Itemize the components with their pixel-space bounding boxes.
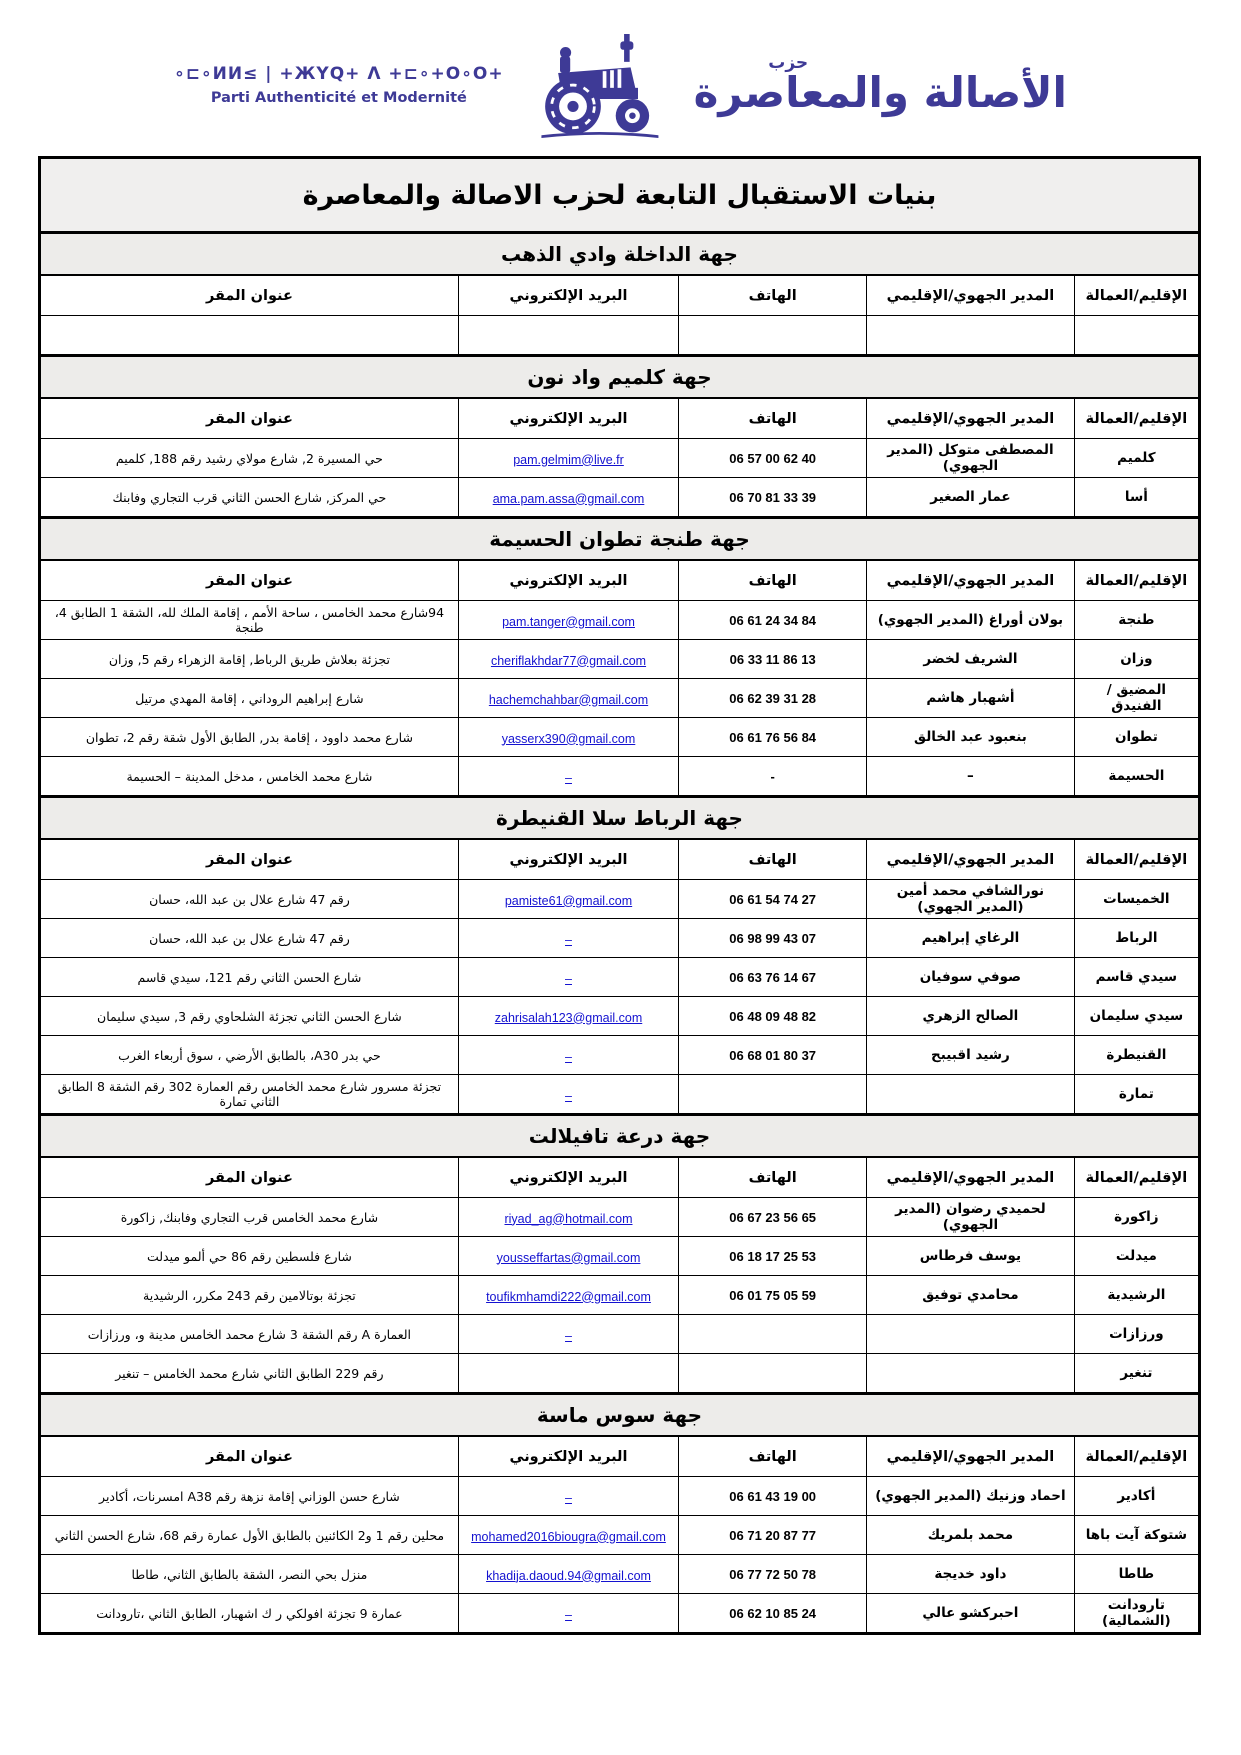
phone-cell: 06 62 39 31 28: [679, 679, 867, 718]
column-header-address: عنوان المقر: [40, 1436, 459, 1477]
table-row: [40, 1555, 1200, 1594]
reception-table: [38, 156, 1201, 1635]
email-link[interactable]: pam.gelmim@live.fr: [513, 452, 624, 467]
address-cell: منزل بحي النصر، الشقة بالطابق الثاني، طاطا: [40, 1555, 459, 1594]
region-header: جهة الرباط سلا القنيطرة: [40, 797, 1200, 840]
table-row: [40, 757, 1200, 797]
email-cell: [458, 1555, 678, 1594]
phone-cell: 06 61 43 19 00: [679, 1477, 867, 1516]
column-header-director: المدير الجهوي/الإقليمي: [867, 398, 1075, 439]
region-band-row: [40, 356, 1200, 399]
email-cell: [458, 679, 678, 718]
director-cell: صوفي سوفيان: [867, 958, 1075, 997]
table-row: [40, 1477, 1200, 1516]
email-cell: [458, 478, 678, 518]
column-header-row: [40, 275, 1200, 316]
address-cell: [40, 316, 459, 356]
director-cell: [867, 1075, 1075, 1115]
column-header-phone: الهاتف: [679, 1157, 867, 1198]
address-cell: شارع محمد الخامس قرب التجاري وفابنك, زاكورة: [40, 1198, 459, 1237]
province-cell: أكادير: [1074, 1477, 1199, 1516]
phone-cell: 06 63 76 14 67: [679, 958, 867, 997]
column-header-phone: الهاتف: [679, 1436, 867, 1477]
province-cell: زاكورة: [1074, 1198, 1199, 1237]
address-cell: شارع إبراهيم الروداني ، إقامة المهدي مرتيل: [40, 679, 459, 718]
address-cell: رقم 229 الطابق الثاني شارع محمد الخامس – تنغير: [40, 1354, 459, 1394]
director-cell: بنعبود عبد الخالق: [867, 718, 1075, 757]
column-header-phone: الهاتف: [679, 275, 867, 316]
phone-cell: 06 98 99 43 07: [679, 919, 867, 958]
phone-cell: 06 33 11 86 13: [679, 640, 867, 679]
address-cell: شارع الحسن الثاني رقم 121، سيدي قاسم: [40, 958, 459, 997]
email-link[interactable]: cheriflakhdar77@gmail.com: [490, 653, 647, 668]
email-link[interactable]: yasserx390@gmail.com: [501, 731, 636, 746]
province-cell: القنيطرة: [1074, 1036, 1199, 1075]
table-row: [40, 1237, 1200, 1276]
director-cell: يوسف فرطاس: [867, 1237, 1075, 1276]
title-row: [40, 158, 1200, 233]
province-cell: تنغير: [1074, 1354, 1199, 1394]
column-header-address: عنوان المقر: [40, 839, 459, 880]
email-link[interactable]: pamiste61@gmail.com: [504, 893, 633, 908]
phone-cell: -: [679, 757, 867, 797]
email-cell: [458, 1354, 678, 1394]
director-cell: بولان أوراغ (المدير الجهوي): [867, 601, 1075, 640]
director-cell: [867, 316, 1075, 356]
email-cell: [458, 958, 678, 997]
address-cell: تجزئة بعلاش طريق الرباط, إقامة الزهراء رقم 5, وزان: [40, 640, 459, 679]
email-link[interactable]: khadija.daoud.94@gmail.com: [486, 1568, 651, 1583]
phone-cell: [679, 1315, 867, 1354]
province-cell: طاطا: [1074, 1555, 1199, 1594]
province-cell: [1074, 316, 1199, 356]
email-link[interactable]: ama.pam.assa@gmail.com: [492, 491, 645, 506]
province-cell: طنجة: [1074, 601, 1199, 640]
phone-cell: 06 01 75 05 59: [679, 1276, 867, 1315]
column-header-province: الإقليم/العمالة: [1074, 275, 1199, 316]
director-cell: محامدي توفيق: [867, 1276, 1075, 1315]
email-cell: [458, 1198, 678, 1237]
region-band-row: [40, 233, 1200, 276]
email-link[interactable]: zahrisalah123@gmail.com: [494, 1010, 643, 1025]
column-header-director: المدير الجهوي/الإقليمي: [867, 275, 1075, 316]
phone-cell: 06 48 09 48 82: [679, 997, 867, 1036]
address-cell: شارع الحسن الثاني تجزئة الشلحاوي رقم 3, سيدي سليمان: [40, 997, 459, 1036]
email-cell: [458, 316, 678, 356]
director-cell: لحميدي رضوان (المدير الجهوي): [867, 1198, 1075, 1237]
region-header: جهة درعة تافيلالت: [40, 1115, 1200, 1158]
column-header-email: البريد الإلكتروني: [458, 398, 678, 439]
director-cell: عمار الصغير: [867, 478, 1075, 518]
table-row: [40, 880, 1200, 919]
province-cell: الرباط: [1074, 919, 1199, 958]
email-cell: [458, 1036, 678, 1075]
region-header: جهة كلميم واد نون: [40, 356, 1200, 399]
address-cell: شارع حسن الوزاني إقامة نزهة رقم A38 امسرنات، أكادير: [40, 1477, 459, 1516]
phone-cell: 06 61 24 34 84: [679, 601, 867, 640]
table-row: [40, 1036, 1200, 1075]
phone-cell: 06 61 54 74 27: [679, 880, 867, 919]
phone-cell: [679, 1075, 867, 1115]
table-row: [40, 1315, 1200, 1354]
director-cell: أشهبار هاشم: [867, 679, 1075, 718]
table-row: [40, 1594, 1200, 1634]
column-header-address: عنوان المقر: [40, 275, 459, 316]
region-band-row: [40, 797, 1200, 840]
table-row: [40, 1516, 1200, 1555]
region-header: جهة الداخلة وادي الذهب: [40, 233, 1200, 276]
email-link[interactable]: toufikmhamdi222@gmail.com: [486, 1289, 651, 1304]
column-header-director: المدير الجهوي/الإقليمي: [867, 839, 1075, 880]
table-row: [40, 439, 1200, 478]
province-cell: الخميسات: [1074, 880, 1199, 919]
phone-cell: 06 71 20 87 77: [679, 1516, 867, 1555]
phone-cell: 06 67 23 56 65: [679, 1198, 867, 1237]
province-cell: كلميم: [1074, 439, 1199, 478]
phone-cell: 06 77 72 50 78: [679, 1555, 867, 1594]
column-header-address: عنوان المقر: [40, 560, 459, 601]
column-header-email: البريد الإلكتروني: [458, 560, 678, 601]
table-row: [40, 1075, 1200, 1115]
province-cell: الرشيدية: [1074, 1276, 1199, 1315]
email-cell: [458, 1075, 678, 1115]
address-cell: حي بدر A30، بالطابق الأرضي ، سوق أربعاء الغرب: [40, 1036, 459, 1075]
table-row: [40, 958, 1200, 997]
column-header-director: المدير الجهوي/الإقليمي: [867, 560, 1075, 601]
column-header-row: [40, 839, 1200, 880]
director-cell: محمد بلمريك: [867, 1516, 1075, 1555]
column-header-email: البريد الإلكتروني: [458, 275, 678, 316]
email-cell: [458, 880, 678, 919]
phone-cell: [679, 1354, 867, 1394]
column-header-email: البريد الإلكتروني: [458, 1436, 678, 1477]
column-header-email: البريد الإلكتروني: [458, 1157, 678, 1198]
email-link[interactable]: yousseffartas@gmail.com: [496, 1250, 641, 1265]
document-title: بنيات الاستقبال التابعة لحزب الاصالة والمعاصرة: [40, 158, 1200, 233]
table-row: [40, 1276, 1200, 1315]
address-cell: شارع محمد الخامس ، مدخل المدينة – الحسيمة: [40, 757, 459, 797]
column-header-province: الإقليم/العمالة: [1074, 839, 1199, 880]
email-cell: [458, 1276, 678, 1315]
phone-cell: 06 61 76 56 84: [679, 718, 867, 757]
party-name-french: Parti Authenticité et Modernité: [210, 89, 467, 106]
region-band-row: [40, 1394, 1200, 1437]
email-cell: [458, 1477, 678, 1516]
phone-cell: [679, 316, 867, 356]
director-cell: [867, 1354, 1075, 1394]
column-header-phone: الهاتف: [679, 839, 867, 880]
director-cell: [867, 1315, 1075, 1354]
email-link[interactable]: pam.tanger@gmail.com: [502, 614, 635, 629]
address-cell: تجزئة مسرور شارع محمد الخامس رقم العمارة 302 رقم الشقة 8 الطابق الثاني تمارة: [40, 1075, 459, 1115]
email-link[interactable]: riyad_ag@hotmail.com: [504, 1211, 633, 1226]
column-header-province: الإقليم/العمالة: [1074, 560, 1199, 601]
tractor-icon: [534, 28, 664, 144]
column-header-address: عنوان المقر: [40, 1157, 459, 1198]
director-cell: الرغاي إبراهيم: [867, 919, 1075, 958]
email-link[interactable]: –: [565, 1328, 572, 1343]
director-cell: احبركشو عالي: [867, 1594, 1075, 1634]
email-cell: [458, 1315, 678, 1354]
table-row: [40, 919, 1200, 958]
address-cell: تجزئة بوتالامين رقم 243 مكرر، الرشيدية: [40, 1276, 459, 1315]
email-link[interactable]: –: [565, 1049, 572, 1064]
column-header-row: [40, 398, 1200, 439]
email-link[interactable]: –: [565, 971, 572, 986]
phone-cell: 06 18 17 25 53: [679, 1237, 867, 1276]
email-link[interactable]: –: [565, 1607, 572, 1622]
province-cell: الحسيمة: [1074, 757, 1199, 797]
region-header: جهة سوس ماسة: [40, 1394, 1200, 1437]
hizb-label: حزب: [768, 52, 809, 73]
email-cell: [458, 757, 678, 797]
province-cell: ورزازات: [1074, 1315, 1199, 1354]
email-cell: [458, 1237, 678, 1276]
email-cell: [458, 439, 678, 478]
province-cell: سيدي سليمان: [1074, 997, 1199, 1036]
email-link[interactable]: –: [565, 1088, 572, 1103]
province-cell: أسا: [1074, 478, 1199, 518]
address-cell: محلين رقم 1 و2 الكائنين بالطابق الأول عمارة رقم 68، شارع الحسن الثاني: [40, 1516, 459, 1555]
column-header-row: [40, 1436, 1200, 1477]
email-cell: [458, 1516, 678, 1555]
table-row: [40, 640, 1200, 679]
column-header-province: الإقليم/العمالة: [1074, 1436, 1199, 1477]
party-header: [0, 0, 1241, 150]
phone-cell: 06 70 81 33 39: [679, 478, 867, 518]
province-cell: تمارة: [1074, 1075, 1199, 1115]
table-row: [40, 316, 1200, 356]
party-name-tifinagh: ∘⊏∘ИИ≤ | +ЖYQ+ Λ +⊏∘+O∘O+: [174, 64, 504, 85]
column-header-director: المدير الجهوي/الإقليمي: [867, 1157, 1075, 1198]
email-link[interactable]: –: [565, 932, 572, 947]
province-cell: تطوان: [1074, 718, 1199, 757]
address-cell: عمارة 9 تجزئة افولكي ر ك اشهبار، الطابق الثاني ،تارودانت: [40, 1594, 459, 1634]
region-band-row: [40, 518, 1200, 561]
province-cell: شتوكة آيت باها: [1074, 1516, 1199, 1555]
column-header-province: الإقليم/العمالة: [1074, 1157, 1199, 1198]
director-cell: نورالشافي محمد أمين (المدير الجهوي): [867, 880, 1075, 919]
email-cell: [458, 601, 678, 640]
table-row: [40, 601, 1200, 640]
address-cell: شارع محمد داوود ، إقامة بدر, الطابق الأول شقة رقم 2، تطوان: [40, 718, 459, 757]
director-cell: المصطفى متوكل (المدير الجهوي): [867, 439, 1075, 478]
column-header-email: البريد الإلكتروني: [458, 839, 678, 880]
column-header-director: المدير الجهوي/الإقليمي: [867, 1436, 1075, 1477]
address-cell: العمارة A رقم الشقة 3 شارع محمد الخامس مدينة و، ورزازات: [40, 1315, 459, 1354]
party-name-arabic-main: الأصالة والمعاصرة: [693, 67, 1067, 117]
region-band-row: [40, 1115, 1200, 1158]
table-row: [40, 679, 1200, 718]
column-header-phone: الهاتف: [679, 398, 867, 439]
address-cell: حي المسيرة 2, شارع مولاي رشيد رقم 188, كلميم: [40, 439, 459, 478]
email-cell: [458, 640, 678, 679]
director-cell: داود خديجة: [867, 1555, 1075, 1594]
email-link[interactable]: –: [565, 770, 572, 785]
email-cell: [458, 919, 678, 958]
province-cell: سيدي قاسم: [1074, 958, 1199, 997]
party-latin-block: [174, 62, 504, 109]
director-cell: رشيد اقبيبح: [867, 1036, 1075, 1075]
address-cell: شارع فلسطين رقم 86 حي ألمو ميدلت: [40, 1237, 459, 1276]
province-cell: المضيق / الفنيدق: [1074, 679, 1199, 718]
address-cell: حي المركز, شارع الحسن الثاني قرب التجاري وفابنك: [40, 478, 459, 518]
table-row: [40, 1354, 1200, 1394]
address-cell: رقم 47 شارع علال بن عبد الله، حسان: [40, 880, 459, 919]
address-cell: 94شارع محمد الخامس ، ساحة الأمم ، إقامة الملك لله، الشقة 1 الطابق 4، طنجة: [40, 601, 459, 640]
column-header-row: [40, 1157, 1200, 1198]
director-cell: –: [867, 757, 1075, 797]
table-row: [40, 1198, 1200, 1237]
column-header-row: [40, 560, 1200, 601]
table-row: [40, 478, 1200, 518]
table-container: [0, 150, 1241, 1635]
email-link[interactable]: hachemchahbar@gmail.com: [488, 692, 649, 707]
table-row: [40, 997, 1200, 1036]
column-header-address: عنوان المقر: [40, 398, 459, 439]
phone-cell: 06 57 00 62 40: [679, 439, 867, 478]
director-cell: الصالح الزهري: [867, 997, 1075, 1036]
table-row: [40, 718, 1200, 757]
address-cell: رقم 47 شارع علال بن عبد الله، حسان: [40, 919, 459, 958]
region-header: جهة طنجة تطوان الحسيمة: [40, 518, 1200, 561]
director-cell: احماد وزنيك (المدير الجهوي): [867, 1477, 1075, 1516]
party-name-arabic: [693, 52, 1067, 117]
province-cell: تارودانت (الشمالية): [1074, 1594, 1199, 1634]
email-link[interactable]: mohamed2016biougra@gmail.com: [471, 1529, 666, 1544]
phone-cell: 06 68 01 80 37: [679, 1036, 867, 1075]
director-cell: الشريف لخضر: [867, 640, 1075, 679]
province-cell: ميدلت: [1074, 1237, 1199, 1276]
email-cell: [458, 997, 678, 1036]
phone-cell: 06 62 10 85 24: [679, 1594, 867, 1634]
email-link[interactable]: –: [565, 1490, 572, 1505]
email-cell: [458, 1594, 678, 1634]
email-cell: [458, 718, 678, 757]
column-header-phone: الهاتف: [679, 560, 867, 601]
column-header-province: الإقليم/العمالة: [1074, 398, 1199, 439]
province-cell: وزان: [1074, 640, 1199, 679]
